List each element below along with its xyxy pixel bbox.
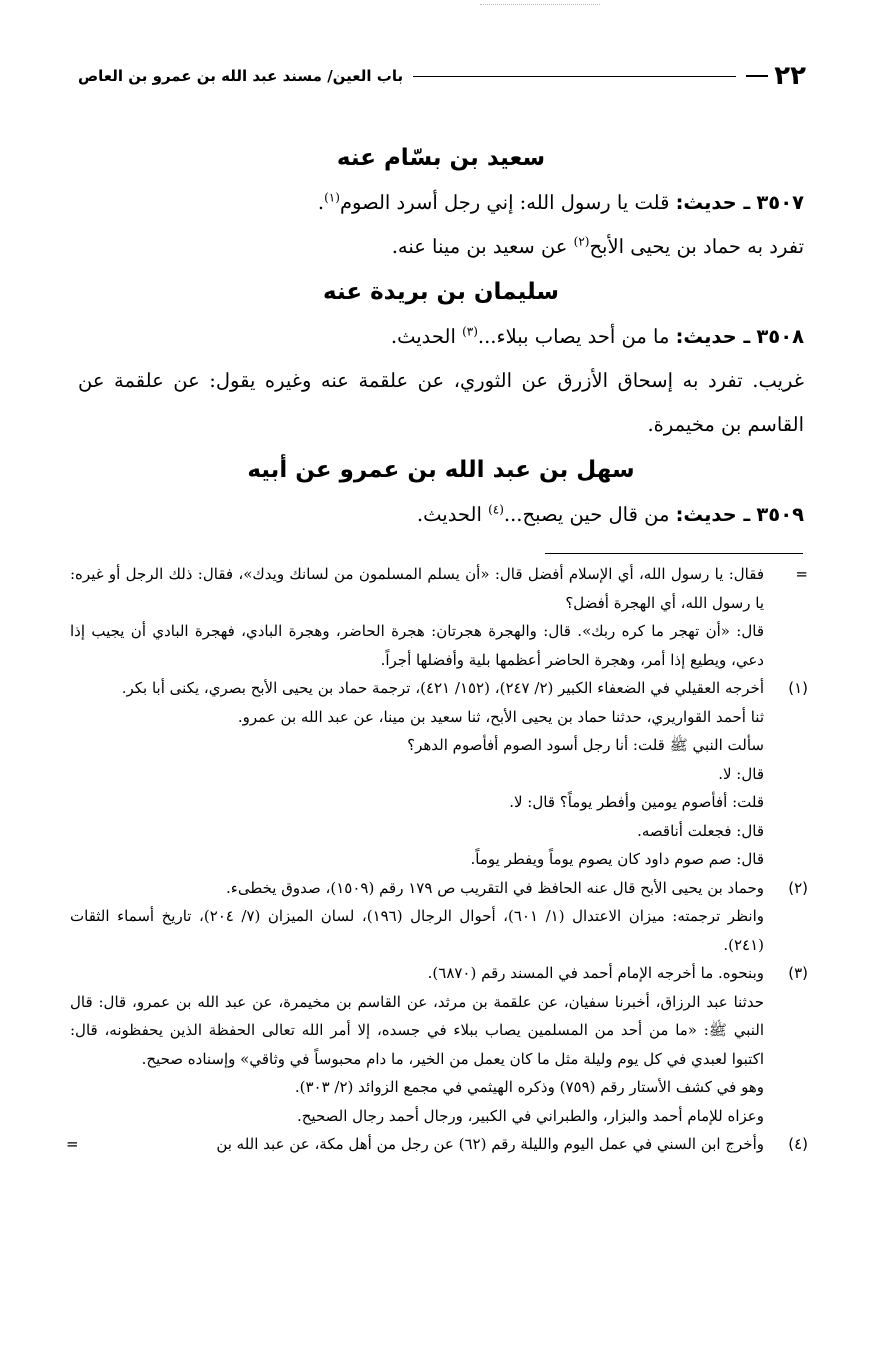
footnote-line: قال: «أن تهجر ما كره ربك». قال: والهجرة هجرتان: هجرة الحاضر، وهجرة البادي، فهجرة البادي أن يجيب إذا دعي، ويطيع إذا أمر، وهجرة الحاضر أعظمها بلية وأفضلها أجراً. xyxy=(70,622,764,669)
page-number-dash xyxy=(746,75,768,77)
page-header xyxy=(78,58,806,94)
footnote-marker: (٢) xyxy=(788,878,808,897)
hadith-label: حديث: xyxy=(675,503,737,526)
hadith-number: ٣٥٠٩ xyxy=(756,503,804,526)
scan-artifact xyxy=(480,4,600,11)
footnote-ref[interactable]: (١) xyxy=(324,190,340,205)
hadith-text: ما من أحد يصاب ببلاء... xyxy=(477,325,670,348)
hadith-text: قلت يا رسول الله: إني رجل أسرد الصوم xyxy=(339,191,670,214)
footnote-line: وانظر ترجمته: ميزان الاعتدال (١/ ٦٠١)، أحوال الرجال (١٩٦)، لسان الميزان (٧/ ٢٠٤)، تاريخ أسماء الثقات (٢٤١). xyxy=(70,907,764,954)
hadith-number: ٣٥٠٨ xyxy=(756,325,804,348)
hadith-number: ٣٥٠٧ xyxy=(756,191,804,214)
running-title: باب العين/ مسند عبد الله بن عمرو بن العاص xyxy=(78,67,404,85)
footnote-line: أخرجه العقيلي في الضعفاء الكبير (٢/ ٢٤٧)، (١٥٢/ ٤٢١)، ترجمة حماد بن يحيى الأبح بصري، يكنى أبا بكر. xyxy=(121,679,764,697)
page-number: ٢٢ xyxy=(774,61,806,91)
hadith-label: حديث: xyxy=(675,191,737,214)
hadith-entry: ٣٥٠٧ ـ حديث: قلت يا رسول الله: إني رجل أسرد الصوم$^{(١)}$. xyxy=(317,190,804,214)
footnote xyxy=(70,560,808,674)
hadith-label: حديث: xyxy=(675,325,737,348)
hadith-entry: ٣٥٠٨ ـ حديث: ما من أحد يصاب ببلاء...$^{(٣)}$ الحديث. xyxy=(390,324,804,348)
footnote-line: قال: فجعلت أناقصه. xyxy=(637,821,764,840)
footnote-marker: (٤) xyxy=(788,1135,808,1153)
hadith-text: من قال حين يصبح... xyxy=(503,503,670,526)
footnote-marker: (١) xyxy=(788,679,808,697)
footnote-ref[interactable]: (٢) xyxy=(573,234,590,249)
footnote-separator xyxy=(545,553,803,554)
main-text xyxy=(78,135,804,537)
footnote-line: وبنحوه. ما أخرجه الإمام أحمد في المسند رقم (٦٨٧٠). xyxy=(427,964,764,982)
hadith-entry: ٣٥٠٩ ـ حديث: من قال حين يصبح...$^{(٤)}$ الحديث. xyxy=(416,502,804,526)
footnote-ref[interactable]: (٤) xyxy=(488,502,504,517)
section-title: سليمان بن بريدة عنه xyxy=(323,279,559,305)
footnote-line: سألت النبي ﷺ قلت: أنا رجل أسود الصوم أفأصوم الدهر؟ xyxy=(407,736,764,754)
footnotes xyxy=(66,560,808,1159)
continuation-mark: = xyxy=(66,1135,79,1153)
footnote-line: وعزاه للإمام أحمد والبزار، والطبراني في الكبير، ورجال أحمد رجال الصحيح. xyxy=(296,1106,764,1125)
footnote-line: قال: لا. xyxy=(718,764,764,783)
footnote-line: قلت: أفأصوم يومين وأفطر يوماً؟ قال: لا. xyxy=(509,793,764,811)
footnote-line: وهو في كشف الأستار رقم (٧٥٩) وذكره الهيثمي في مجمع الزوائد (٢/ ٣٠٣). xyxy=(294,1078,764,1096)
footnote-line: ثنا أحمد القواريري، حدثنا حماد بن يحيى الأبح، ثنا سعيد بن مينا، عن عبد الله بن عمرو. xyxy=(237,707,764,726)
footnote-line: حدثنا عبد الرزاق، أخبرنا سفيان، عن علقمة بن مرثد، عن القاسم بن مخيمرة، عن عبد الله بن عمرو، قال: قال النبي ﷺ: «ما من أحد من المسلمين يصاب ببلاء في جسده، إلا أمر الله تعالى الحفظة الذين يحفظونه، قال: اكتبوا لعبدي في كل يوم وليلة مثل ما كان يعمل من الخير، ما دام محبوساً في وثاقي» وإسناده صحيح. xyxy=(70,992,764,1068)
commentary: غريب. تفرد به إسحاق الأزرق عن الثوري، عن علقمة عنه وغيره يقول: عن علقمة عن القاسم بن مخيمرة. xyxy=(78,369,804,436)
footnote-line: قال: صم صوم داود كان يصوم يوماً ويفطر يوماً. xyxy=(470,850,764,868)
footnote-line: وحماد بن يحيى الأبح قال عنه الحافظ في التقريب ص ١٧٩ رقم (١٥٠٩)، صدوق يخطىء. xyxy=(226,878,764,897)
footnote-line: فقال: يا رسول الله، أي الإسلام أفضل قال: «أن يسلم المسلمون من لسانك ويدك»، فقال: ذلك الرجل أو غيره: يا رسول الله، أي الهجرة أفضل؟ xyxy=(70,565,764,612)
footnote-marker: = xyxy=(795,565,808,583)
header-rule xyxy=(413,76,736,77)
footnote xyxy=(70,959,808,1130)
section-title: سهل بن عبد الله بن عمرو عن أبيه xyxy=(247,457,635,483)
footnote xyxy=(70,674,808,874)
footnote xyxy=(66,1130,808,1159)
footnote-ref[interactable]: (٣) xyxy=(462,324,478,339)
footnote-marker: (٣) xyxy=(788,964,808,982)
footnote-line: وأخرج ابن السني في عمل اليوم والليلة رقم (٦٢) عن رجل من أهل مكة، عن عبد الله بن xyxy=(216,1135,764,1153)
commentary: تفرد به حماد بن يحيى الأبح$^{(٢)}$ عن سعيد بن مينا عنه. xyxy=(391,234,804,258)
section-title: سعيد بن بسّام عنه xyxy=(336,145,546,171)
footnote xyxy=(70,874,808,960)
